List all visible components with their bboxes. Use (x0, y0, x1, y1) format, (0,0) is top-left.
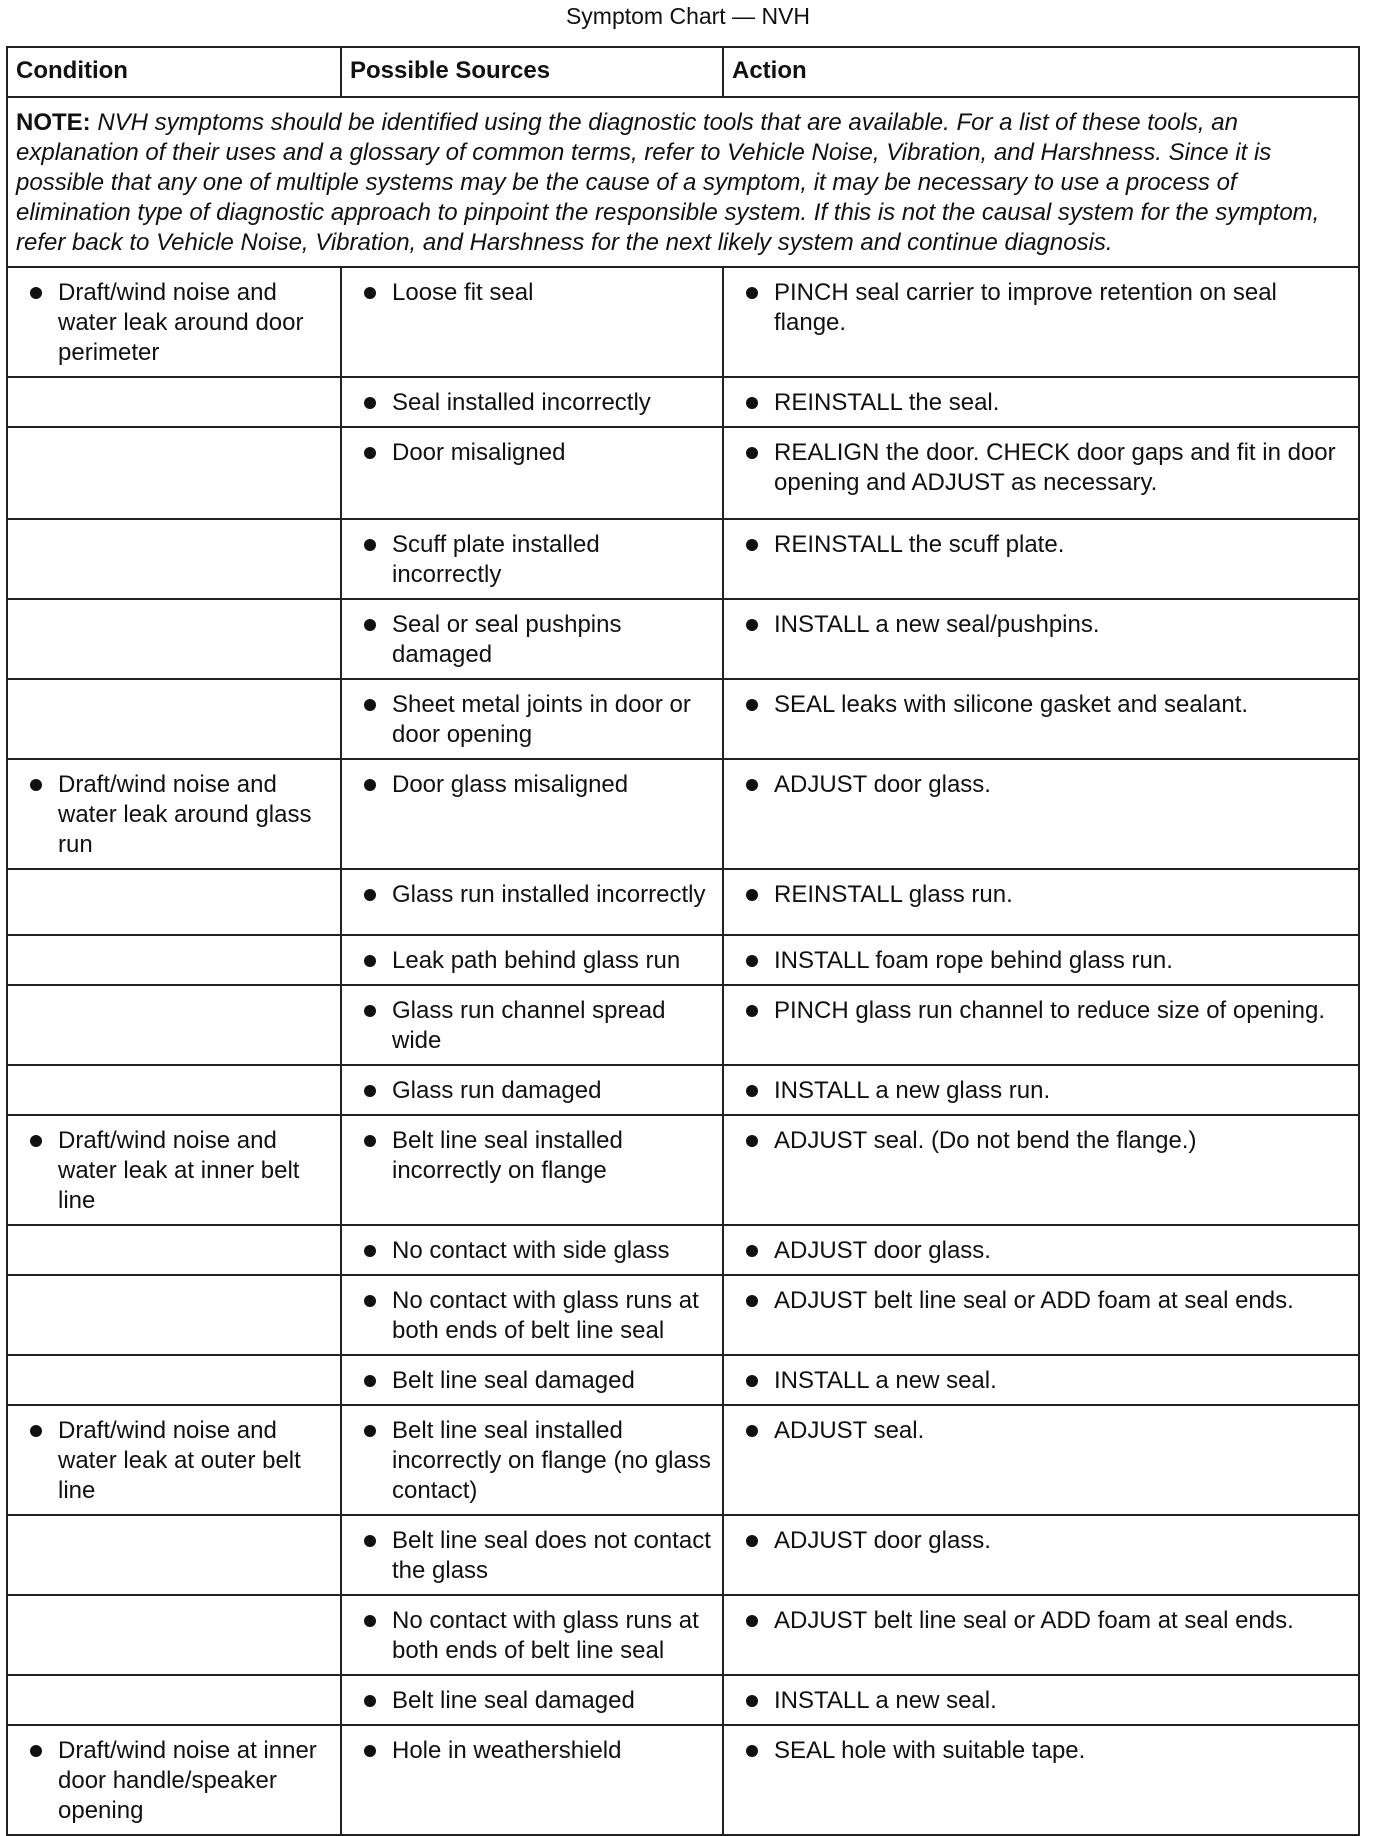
action-cell (723, 1675, 1359, 1725)
source-cell-text: Belt line seal installed incorrectly on flange (no glass contact) (392, 1417, 711, 1504)
action-cell-text: REINSTALL the scuff plate. (774, 531, 1065, 558)
bullet-icon (364, 955, 376, 967)
bullet-item (350, 1286, 714, 1346)
action-cell (723, 1515, 1359, 1595)
table-row (7, 1595, 1359, 1675)
action-cell-text: SEAL leaks with silicone gasket and sealant. (774, 691, 1249, 718)
bullet-icon (364, 1375, 376, 1387)
condition-cell (7, 869, 341, 935)
source-cell (341, 599, 723, 679)
condition-cell (7, 1725, 341, 1835)
source-cell-text: Belt line seal damaged (392, 1367, 635, 1394)
source-cell-text: Door glass misaligned (392, 771, 629, 798)
source-cell-text: No contact with glass runs at both ends of belt line seal (392, 1607, 699, 1664)
bullet-item (732, 1606, 1350, 1636)
bullet-item (16, 1126, 332, 1216)
source-cell-text: Loose fit seal (392, 279, 534, 306)
action-cell-text: REINSTALL the seal. (774, 389, 1000, 416)
source-cell-text: Belt line seal does not contact the glass (392, 1527, 711, 1584)
condition-cell (7, 1675, 341, 1725)
source-cell (341, 679, 723, 759)
action-cell (723, 377, 1359, 427)
bullet-item (732, 770, 1350, 800)
source-cell-text: Sheet metal joints in door or door opening (392, 691, 691, 748)
table-row (7, 1275, 1359, 1355)
bullet-icon (364, 1535, 376, 1547)
source-cell-text: Door misaligned (392, 439, 566, 466)
source-cell (341, 1225, 723, 1275)
action-cell-text: INSTALL foam rope behind glass run. (774, 947, 1173, 974)
table-row (7, 1225, 1359, 1275)
bullet-icon (746, 1535, 758, 1547)
condition-cell-text: Draft/wind noise at inner door handle/speaker opening (58, 1737, 317, 1824)
condition-cell (7, 1065, 341, 1115)
bullet-item (732, 1526, 1350, 1556)
bullet-item (16, 770, 332, 860)
bullet-item (732, 880, 1350, 910)
chart-title: Symptom Chart — NVH (565, 3, 811, 29)
bullet-item (350, 996, 714, 1056)
action-cell-text: INSTALL a new glass run. (774, 1077, 1051, 1104)
source-cell (341, 935, 723, 985)
bullet-icon (364, 1085, 376, 1097)
source-cell (341, 1115, 723, 1225)
source-cell (341, 869, 723, 935)
action-cell-text: ADJUST door glass. (774, 1237, 991, 1264)
bullet-icon (746, 1425, 758, 1437)
action-cell-text: REALIGN the door. CHECK door gaps and fit in door opening and ADJUST as necessary. (774, 439, 1336, 496)
action-cell (723, 1595, 1359, 1675)
source-cell-text: Glass run channel spread wide (392, 997, 666, 1054)
condition-cell (7, 1115, 341, 1225)
condition-cell-text: Draft/wind noise and water leak around door perimeter (58, 279, 304, 366)
bullet-item (350, 1076, 714, 1106)
bullet-item (350, 770, 714, 800)
bullet-icon (746, 447, 758, 459)
source-cell (341, 1275, 723, 1355)
bullet-icon (364, 1005, 376, 1017)
source-cell (341, 427, 723, 519)
note-text: NVH symptoms should be identified using the diagnostic tools that are available. For a list of these tools, an explanation of their uses and a glossary of common terms, refer to Vehicle Noise, Vibration, and Harshness. Since it is possible that any one of multiple systems may be the cause of a symptom, it may be necessary to use a process of elimination type of diagnostic approach to pinpoint the responsible system. If this is not the causal system for the symptom, refer back to Vehicle Noise, Vibration, and Harshness for the next likely system and continue diagnosis. (16, 109, 1320, 256)
table-row (7, 985, 1359, 1065)
bullet-icon (746, 1085, 758, 1097)
source-cell-text: No contact with glass runs at both ends of belt line seal (392, 1287, 699, 1344)
table-row (7, 759, 1359, 869)
header-row (7, 47, 1359, 97)
action-cell-text: ADJUST belt line seal or ADD foam at seal ends. (774, 1287, 1294, 1314)
source-cell (341, 1595, 723, 1675)
condition-cell (7, 377, 341, 427)
action-cell (723, 519, 1359, 599)
action-cell-text: ADJUST door glass. (774, 1527, 991, 1554)
table-row (7, 679, 1359, 759)
bullet-icon (364, 397, 376, 409)
bullet-icon (364, 1245, 376, 1257)
bullet-icon (30, 779, 42, 791)
bullet-item (350, 1126, 714, 1186)
action-cell (723, 869, 1359, 935)
table-row (7, 869, 1359, 935)
bullet-icon (364, 287, 376, 299)
bullet-icon (364, 1745, 376, 1757)
source-cell (341, 985, 723, 1065)
bullet-icon (30, 1135, 42, 1147)
source-cell (341, 267, 723, 377)
bullet-item (732, 278, 1350, 338)
bullet-item (732, 996, 1350, 1026)
bullet-item (350, 946, 714, 976)
action-cell (723, 267, 1359, 377)
bullet-icon (364, 779, 376, 791)
action-cell (723, 935, 1359, 985)
note-cell (7, 97, 1359, 267)
source-cell-text: Seal installed incorrectly (392, 389, 651, 416)
source-cell-text: Leak path behind glass run (392, 947, 681, 974)
source-cell-text: Belt line seal damaged (392, 1687, 635, 1714)
table-row (7, 1515, 1359, 1595)
condition-cell (7, 519, 341, 599)
condition-cell (7, 759, 341, 869)
action-cell (723, 1225, 1359, 1275)
condition-cell-text: Draft/wind noise and water leak at outer belt line (58, 1417, 301, 1504)
bullet-icon (746, 1375, 758, 1387)
source-cell-text: Glass run damaged (392, 1077, 602, 1104)
source-cell (341, 1065, 723, 1115)
bullet-item (350, 530, 714, 590)
action-cell-text: REINSTALL glass run. (774, 881, 1013, 908)
condition-cell (7, 427, 341, 519)
bullet-icon (364, 889, 376, 901)
condition-cell (7, 935, 341, 985)
bullet-item (732, 388, 1350, 418)
header-condition: Condition (7, 47, 341, 97)
condition-cell (7, 679, 341, 759)
bullet-item (350, 1736, 714, 1766)
bullet-item (732, 610, 1350, 640)
bullet-item (350, 1416, 714, 1506)
source-cell (341, 377, 723, 427)
bullet-icon (30, 1425, 42, 1437)
bullet-item (732, 1236, 1350, 1266)
bullet-item (350, 880, 714, 910)
bullet-item (732, 946, 1350, 976)
bullet-item (350, 1366, 714, 1396)
bullet-icon (746, 779, 758, 791)
action-cell (723, 759, 1359, 869)
source-cell-text: No contact with side glass (392, 1237, 670, 1264)
bullet-item (732, 438, 1350, 498)
bullet-icon (746, 287, 758, 299)
bullet-item (350, 690, 714, 750)
action-cell (723, 1065, 1359, 1115)
bullet-icon (746, 397, 758, 409)
bullet-icon (30, 1745, 42, 1757)
action-cell-text: PINCH glass run channel to reduce size of opening. (774, 997, 1325, 1024)
table-row (7, 519, 1359, 599)
bullet-icon (364, 699, 376, 711)
bullet-icon (364, 539, 376, 551)
bullet-icon (364, 1295, 376, 1307)
action-cell-text: PINCH seal carrier to improve retention on seal flange. (774, 279, 1277, 336)
bullet-icon (746, 1295, 758, 1307)
bullet-item (732, 1416, 1350, 1446)
source-cell-text: Hole in weathershield (392, 1737, 622, 1764)
symptom-table (6, 46, 1360, 1836)
bullet-icon (364, 1615, 376, 1627)
source-cell-text: Glass run installed incorrectly (392, 881, 706, 908)
action-cell-text: ADJUST belt line seal or ADD foam at seal ends. (774, 1607, 1294, 1634)
source-cell-text: Seal or seal pushpins damaged (392, 611, 622, 668)
table-row (7, 427, 1359, 519)
source-cell (341, 1405, 723, 1515)
bullet-icon (746, 1245, 758, 1257)
bullet-icon (364, 619, 376, 631)
action-cell (723, 1725, 1359, 1835)
source-cell-text: Scuff plate installed incorrectly (392, 531, 600, 588)
action-cell (723, 679, 1359, 759)
bullet-item (350, 1526, 714, 1586)
bullet-icon (746, 1695, 758, 1707)
source-cell-text: Belt line seal installed incorrectly on flange (392, 1127, 623, 1184)
source-cell (341, 1515, 723, 1595)
condition-cell (7, 1275, 341, 1355)
condition-cell (7, 1405, 341, 1515)
table-row (7, 1405, 1359, 1515)
bullet-item (732, 1366, 1350, 1396)
bullet-icon (746, 619, 758, 631)
action-cell (723, 1115, 1359, 1225)
source-cell (341, 1355, 723, 1405)
header-action: Action (723, 47, 1359, 97)
table-row (7, 1675, 1359, 1725)
condition-cell-text: Draft/wind noise and water leak at inner belt line (58, 1127, 300, 1214)
bullet-item (350, 610, 714, 670)
table-row (7, 267, 1359, 377)
action-cell-text: INSTALL a new seal. (774, 1687, 997, 1714)
table-row (7, 1725, 1359, 1835)
bullet-icon (746, 699, 758, 711)
source-cell (341, 519, 723, 599)
condition-cell-text: Draft/wind noise and water leak around glass run (58, 771, 312, 858)
source-cell (341, 1725, 723, 1835)
table-body (7, 97, 1359, 1835)
bullet-icon (30, 287, 42, 299)
table-row (7, 1355, 1359, 1405)
header-possible-sources: Possible Sources (341, 47, 723, 97)
condition-cell (7, 1595, 341, 1675)
bullet-item (732, 1126, 1350, 1156)
bullet-item (350, 438, 714, 468)
action-cell-text: ADJUST door glass. (774, 771, 991, 798)
bullet-item (732, 690, 1350, 720)
action-cell-text: INSTALL a new seal. (774, 1367, 997, 1394)
condition-cell (7, 267, 341, 377)
bullet-item (16, 1736, 332, 1826)
bullet-icon (746, 1005, 758, 1017)
bullet-icon (746, 1745, 758, 1757)
action-cell (723, 1275, 1359, 1355)
bullet-item (16, 1416, 332, 1506)
bullet-item (350, 278, 714, 308)
bullet-item (350, 388, 714, 418)
note-label: NOTE: (16, 109, 91, 136)
bullet-icon (746, 889, 758, 901)
table-row (7, 599, 1359, 679)
bullet-icon (746, 1615, 758, 1627)
action-cell (723, 599, 1359, 679)
action-cell-text: SEAL hole with suitable tape. (774, 1737, 1086, 1764)
bullet-item (732, 1686, 1350, 1716)
condition-cell (7, 1355, 341, 1405)
condition-cell (7, 1225, 341, 1275)
bullet-icon (364, 447, 376, 459)
table-row (7, 1115, 1359, 1225)
bullet-icon (364, 1135, 376, 1147)
bullet-item (350, 1686, 714, 1716)
action-cell (723, 427, 1359, 519)
action-cell (723, 985, 1359, 1065)
action-cell-text: ADJUST seal. (774, 1417, 925, 1444)
bullet-item (732, 1076, 1350, 1106)
action-cell (723, 1405, 1359, 1515)
bullet-item (16, 278, 332, 368)
bullet-item (732, 1736, 1350, 1766)
note-row (7, 97, 1359, 267)
table-row (7, 377, 1359, 427)
table-row (7, 1065, 1359, 1115)
condition-cell (7, 985, 341, 1065)
bullet-icon (364, 1695, 376, 1707)
condition-cell (7, 1515, 341, 1595)
action-cell-text: ADJUST seal. (Do not bend the flange.) (774, 1127, 1197, 1154)
bullet-icon (746, 1135, 758, 1147)
bullet-icon (746, 539, 758, 551)
bullet-item (732, 1286, 1350, 1316)
bullet-item (732, 530, 1350, 560)
source-cell (341, 759, 723, 869)
bullet-item (350, 1606, 714, 1666)
bullet-icon (364, 1425, 376, 1437)
condition-cell (7, 599, 341, 679)
bullet-icon (746, 955, 758, 967)
action-cell-text: INSTALL a new seal/pushpins. (774, 611, 1100, 638)
source-cell (341, 1675, 723, 1725)
action-cell (723, 1355, 1359, 1405)
bullet-item (350, 1236, 714, 1266)
table-row (7, 935, 1359, 985)
